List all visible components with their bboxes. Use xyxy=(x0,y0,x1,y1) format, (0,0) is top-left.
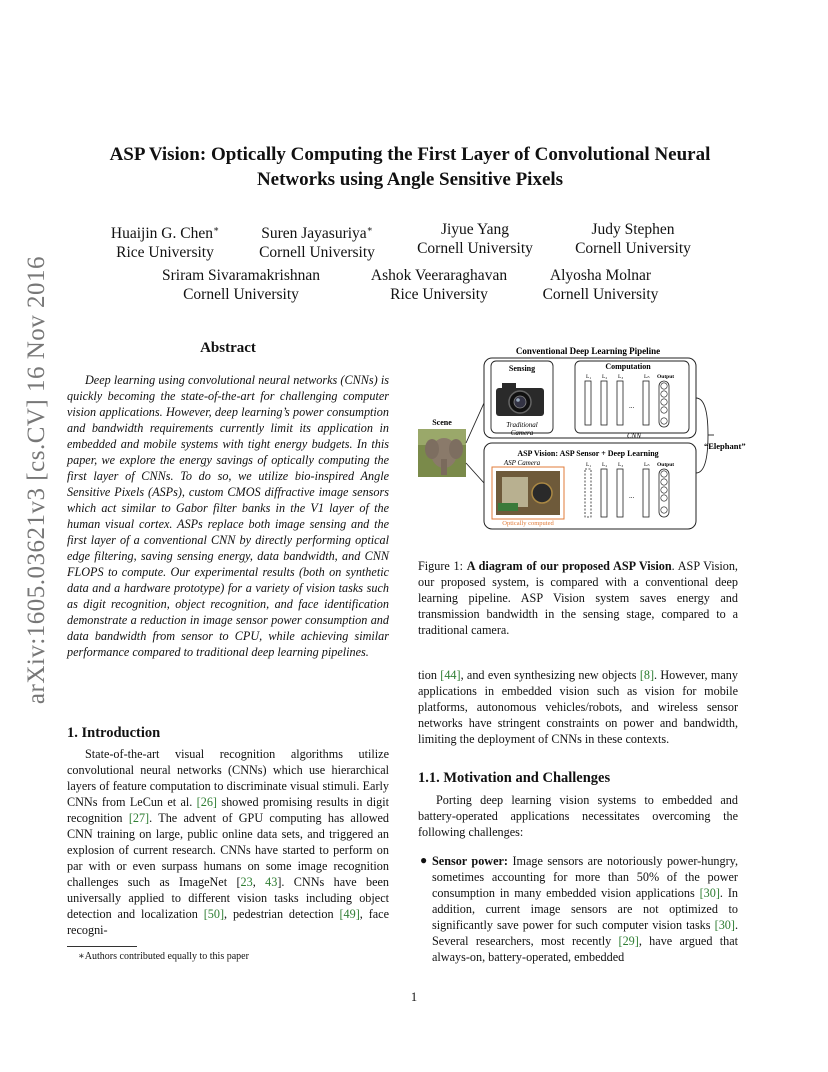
footnote-rule xyxy=(67,946,137,947)
scene-label: Scene xyxy=(432,418,452,427)
author-affiliation: Cornell University xyxy=(259,244,375,262)
figure-caption: Figure 1: A diagram of our proposed ASP Vision. ASP Vision, our proposed system, is compared with a conventional deep learning pipeline. ASP Vision system saves energy and transmission bandwidth in the sensing stage, compared to a traditional camera. xyxy=(418,559,738,637)
layer-bar xyxy=(643,469,649,517)
author-block xyxy=(508,266,693,304)
citation-link[interactable]: [44] xyxy=(440,668,461,682)
author-affiliation: Cornell University xyxy=(575,240,691,257)
layer-ellipsis: ... xyxy=(629,492,635,500)
layer-label: Lₙ xyxy=(644,462,650,468)
intro-paragraph: State-of-the-art visual recognition algorithms utilize convolutional neural networks (CNNs) which use hierarchical layers of feature computation to discriminate visual stimuli. Early CNNs from LeCun et al. [26] showed promising results in digit recognition [27]. The advent of GPU computing has allowed CNN training on large, public online data sets, and triggered an explosion of current research. CNNs have started to perform on par with or even surpass humans on some image recognition challenges such as ImageNet [23, 43]. CNNs have been universally applied to different vision tasks including object detection and localization [50], pedestrian detection [49], face recogni- xyxy=(67,747,390,937)
figure-diagram xyxy=(418,343,758,533)
layer-label: Lₙ xyxy=(644,374,650,380)
title-line-1: ASP Vision: Optically Computing the First Layer of Convolutional Neural xyxy=(109,144,711,165)
layer-bar xyxy=(643,381,649,425)
layer-label: L₂ xyxy=(602,374,608,380)
output-result-label: “Elephant” xyxy=(704,441,746,451)
figure-top-label: Conventional Deep Learning Pipeline xyxy=(515,346,661,356)
camera-icon xyxy=(496,383,544,416)
layer-label: L₃ xyxy=(618,374,624,380)
author-block xyxy=(543,220,723,258)
citation-link[interactable]: 23 xyxy=(240,875,253,889)
author-name: Jiyue Yang xyxy=(440,221,510,238)
author-block xyxy=(227,220,407,262)
citation-link[interactable]: [50] xyxy=(203,907,225,921)
arxiv-sidebar xyxy=(22,255,52,705)
author-affiliation: Cornell University xyxy=(183,286,299,303)
computation-box xyxy=(575,361,689,433)
layer-label: L₁ xyxy=(586,374,592,380)
author-name: Ashok Veeraraghavan xyxy=(370,267,508,284)
paper-title xyxy=(60,142,760,192)
citation-link[interactable]: 43 xyxy=(265,875,278,889)
cnn-label: CNN xyxy=(626,432,642,440)
motivation-heading: 1.1. Motivation and Challenges xyxy=(418,770,611,786)
layer-bar xyxy=(617,381,623,425)
motivation-paragraph: Porting deep learning vision systems to embedded and battery-operated applications necessitates overcoming the following challenges: xyxy=(418,793,738,839)
abstract-text: Deep learning using convolutional neural networks (CNNs) is quickly becoming the state-of-the-art for challenging computer vision applications. However, deep learning’s power consumption and bandwidth requirements currently limit its application in embedded and mobile systems with tight energy budgets. In this paper, we explore the energy savings of optically computing the first layer of CNNs. To do so, we utilize bio-inspired Angle Sensitive Pixels (ASPs), custom CMOS diffractive image sensors which act similar to Gabor filter banks in the V1 layer of the human visual cortex. ASPs replace both image sensing and the first layer of a conventional CNN by directly performing optical edge filtering, saving sensing energy, data bandwidth, and CNN FLOPS to compute. Our experimental results (both on synthetic data and a hardware prototype) for a variety of vision tasks such as digit recognition, object recognition, and face identification demonstrate a reduction in image sensor power consumption and data bandwidth from sensor to CPU, while achieving similar performance compared to traditional deep learning pipelines. xyxy=(67,373,389,659)
author-name: Sriram Sivaramakrishnan xyxy=(162,267,320,284)
author-block xyxy=(136,266,346,304)
citation-link[interactable]: [26] xyxy=(196,795,217,809)
output-label: Output xyxy=(657,374,675,380)
page-number: 1 xyxy=(410,990,418,1004)
asp-sensor-photo xyxy=(496,471,560,515)
arxiv-identifier: arXiv:1605.03621v3 [cs.CV] 16 Nov 2016 xyxy=(23,255,50,705)
author-affiliation: Cornell University xyxy=(417,240,533,257)
citation-link[interactable]: [30] xyxy=(699,886,720,900)
traditional-camera-label-2: Camera xyxy=(510,429,534,437)
citation-link[interactable]: [8] xyxy=(639,668,655,682)
layer-bar xyxy=(585,381,591,425)
sensing-label: Sensing xyxy=(508,364,536,373)
computation-label: Computation xyxy=(605,362,651,371)
author-affiliation: Cornell University xyxy=(542,286,659,303)
bullet-text: Sensor power: Image sensors are notoriously power-hungry, sometimes accounting for more than 50% of the power consumption in many embedded vision applications [30]. In addition, current image sensors are not optimized to significantly save power for such computer vision tasks [30]. Several researchers, most recently [29], have argued that always-on, battery-operated, embedded xyxy=(432,854,739,964)
author-name: Suren Jayasuriya∗ xyxy=(261,224,373,243)
layer-bar xyxy=(585,469,591,517)
layer-bar xyxy=(601,381,607,425)
author-affiliation: Rice University xyxy=(390,286,488,303)
layer-label: L₂ xyxy=(602,462,608,468)
layer-ellipsis: ... xyxy=(629,402,635,410)
author-name: Huaijin G. Chen∗ xyxy=(110,224,220,243)
layer-bar xyxy=(601,469,607,517)
elephant-photo xyxy=(418,429,466,477)
figure-1 xyxy=(418,343,758,533)
abstract-heading: Abstract xyxy=(200,340,256,356)
author-block xyxy=(385,220,565,258)
output-label: Output xyxy=(657,462,675,468)
intro-continuation: tion [44], and even synthesizing new objects [8]. However, many applications in embedded vision such as vision for mobile platforms, autonomous vehicles/robots, and wireless sensor networks have stringent constraints on power and bandwidth, limiting the deployment of CNNs in these contexts. xyxy=(418,668,738,746)
author-affiliation: Rice University xyxy=(116,244,214,262)
author-name: Alyosha Molnar xyxy=(549,267,652,284)
citation-link[interactable]: [30] xyxy=(714,918,735,932)
citation-link[interactable]: [49] xyxy=(339,907,360,921)
bullet-dot-icon: ● xyxy=(420,853,428,867)
layer-label: L₁ xyxy=(586,462,592,468)
intro-heading: 1. Introduction xyxy=(67,725,161,741)
citation-link[interactable]: [29] xyxy=(618,934,639,948)
author-name: Judy Stephen xyxy=(591,221,675,238)
optically-computed-label: Optically computed xyxy=(502,520,554,527)
traditional-camera-label-1: Traditional xyxy=(506,421,538,429)
layer-label: L₃ xyxy=(618,462,624,468)
asp-camera-label: ASP Camera xyxy=(503,459,541,467)
title-line-2: Networks using Angle Sensitive Pixels xyxy=(256,169,564,190)
footnote: ∗Authors contributed equally to this paper xyxy=(78,951,249,962)
asp-pipeline-label: ASP Vision: ASP Sensor + Deep Learning xyxy=(517,449,659,458)
bullet-sensor-power xyxy=(418,853,738,965)
citation-link[interactable]: [27] xyxy=(128,811,150,825)
layer-bar xyxy=(617,469,623,517)
